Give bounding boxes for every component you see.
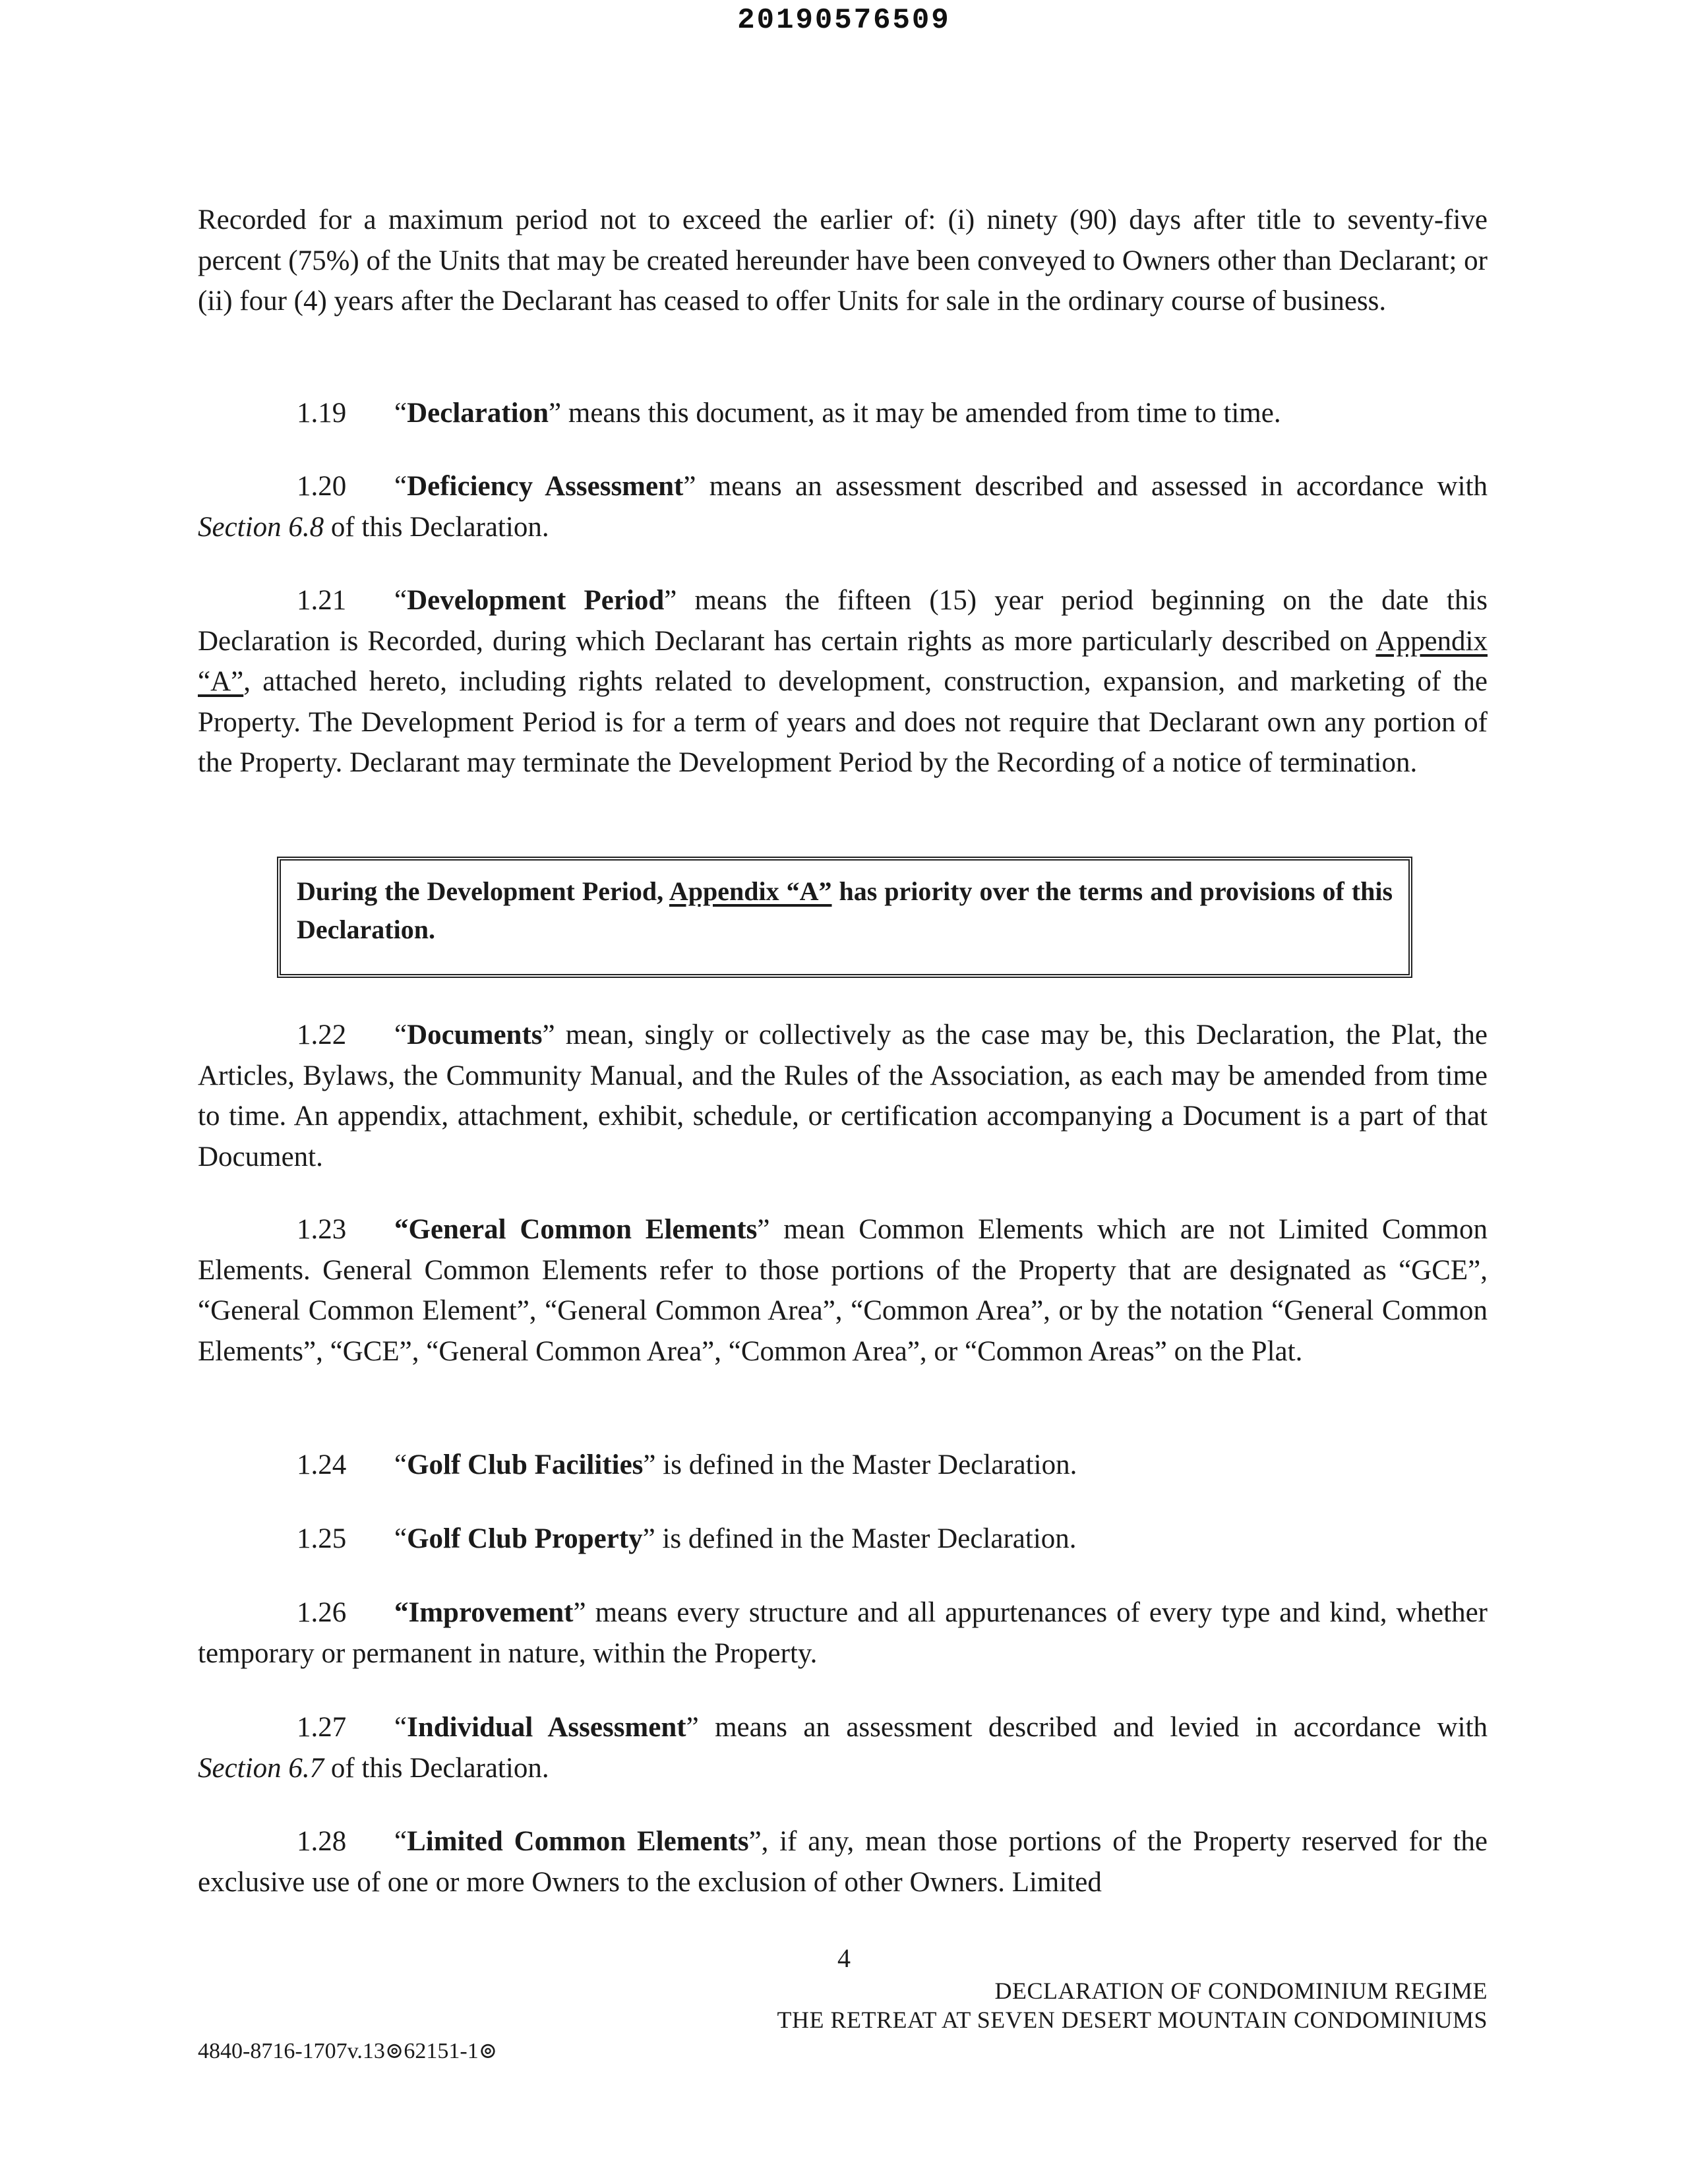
defined-term: Golf Club Facilities <box>407 1449 644 1480</box>
section-number: 1.25 <box>297 1523 347 1554</box>
section-reference: Section 6.7 <box>198 1752 324 1784</box>
defined-term: Declaration <box>407 398 549 429</box>
priority-notice-box <box>277 857 1412 978</box>
section-number: 1.22 <box>297 1019 347 1050</box>
paragraph-continuation: Recorded for a maximum period not to exceed the earlier of: (i) ninety (90) days after title to seventy-five percent (75%) of the Units that may be created hereunder have been conveyed to Owners other than Declarant; or (ii) four (4) years after the Declarant has ceased to offer Units for sale in the ordinary course of business. <box>198 204 1488 317</box>
section-1-25: 1.25 “Golf Club Property” is defined in the Master Declaration. <box>198 1519 1488 1560</box>
defined-term: Deficiency Assessment <box>407 471 684 502</box>
section-number: 1.23 <box>297 1214 347 1245</box>
section-1-21: 1.21 “Development Period” means the fifteen (15) year period beginning on the date this Declaration is Recorded, during which Declarant has certain rights as more particularly described on Appendix “A”, attached hereto, including rights related to development, construction, expansion, and marketing of the Property. The Development Period is for a term of years and does not require that Declarant own any portion of the Property. Declarant may terminate the Development Period by the Recording of a notice of termination. <box>198 580 1488 783</box>
defined-term: Development Period <box>407 585 665 616</box>
section-number: 1.24 <box>297 1449 347 1480</box>
section-1-23: 1.23 “General Common Elements” mean Common Elements which are not Limited Common Elements. General Common Elements refer to those portions of the Property that are designated as “GCE”, “General Common Element”, “General Common Area”, “Common Area”, or by the notation “General Common Elements”, “GCE”, “General Common Area”, “Common Area”, or “Common Areas” on the Plat. <box>198 1209 1488 1372</box>
appendix-reference: Appendix “A” <box>669 876 832 906</box>
section-number: 1.19 <box>297 398 347 429</box>
section-1-22: 1.22 “Documents” mean, singly or collectively as the case may be, this Declaration, the Plat, the Articles, Bylaws, the Community Manual, and the Rules of the Association, as each may be amended from time to time. An appendix, attachment, exhibit, schedule, or certification accompanying a Document is a part of that Document. <box>198 1015 1488 1177</box>
recording-number: 20190576509 <box>737 4 951 37</box>
defined-term: General Common Elements <box>408 1214 758 1245</box>
footer-title-line-1: DECLARATION OF CONDOMINIUM REGIME <box>994 1978 1488 2004</box>
section-1-24: 1.24 “Golf Club Facilities” is defined in the Master Declaration. <box>198 1445 1488 1486</box>
appendix-reference: Appendix “A” <box>198 625 1488 697</box>
section-number: 1.26 <box>297 1597 347 1628</box>
defined-term: Golf Club Property <box>407 1523 643 1554</box>
defined-term: Individual Assessment <box>407 1712 686 1743</box>
defined-term: Improvement <box>408 1597 574 1628</box>
footer-title-line-2: THE RETREAT AT SEVEN DESERT MOUNTAIN CONDOMINIUMS <box>777 2007 1488 2033</box>
section-number: 1.20 <box>297 471 347 502</box>
defined-term: Documents <box>407 1019 543 1050</box>
section-1-20: 1.20 “Deficiency Assessment” means an assessment described and assessed in accordance with Section 6.8 of this Declaration. <box>198 466 1488 547</box>
section-number: 1.28 <box>297 1826 347 1857</box>
section-1-19: 1.19 “Declaration” means this document, as it may be amended from time to time. <box>198 393 1488 434</box>
defined-term: Limited Common Elements <box>407 1826 749 1857</box>
document-id: 4840-8716-1707v.13⊚62151-1⊚ <box>198 2039 498 2063</box>
section-1-28: 1.28 “Limited Common Elements”, if any, mean those portions of the Property reserved for the exclusive use of one or more Owners to the exclusion of other Owners. Limited <box>198 1821 1488 1902</box>
section-number: 1.21 <box>297 585 347 616</box>
priority-notice-text: During the Development Period, Appendix “A” has priority over the terms and provisions of this Declaration. <box>297 876 1393 944</box>
section-reference: Section 6.8 <box>198 511 324 543</box>
section-1-26: 1.26 “Improvement” means every structure and all appurtenances of every type and kind, whether temporary or permanent in nature, within the Property. <box>198 1592 1488 1674</box>
section-1-27: 1.27 “Individual Assessment” means an assessment described and levied in accordance with Section 6.7 of this Declaration. <box>198 1707 1488 1788</box>
page-number: 4 <box>837 1943 851 1973</box>
section-number: 1.27 <box>297 1712 347 1743</box>
